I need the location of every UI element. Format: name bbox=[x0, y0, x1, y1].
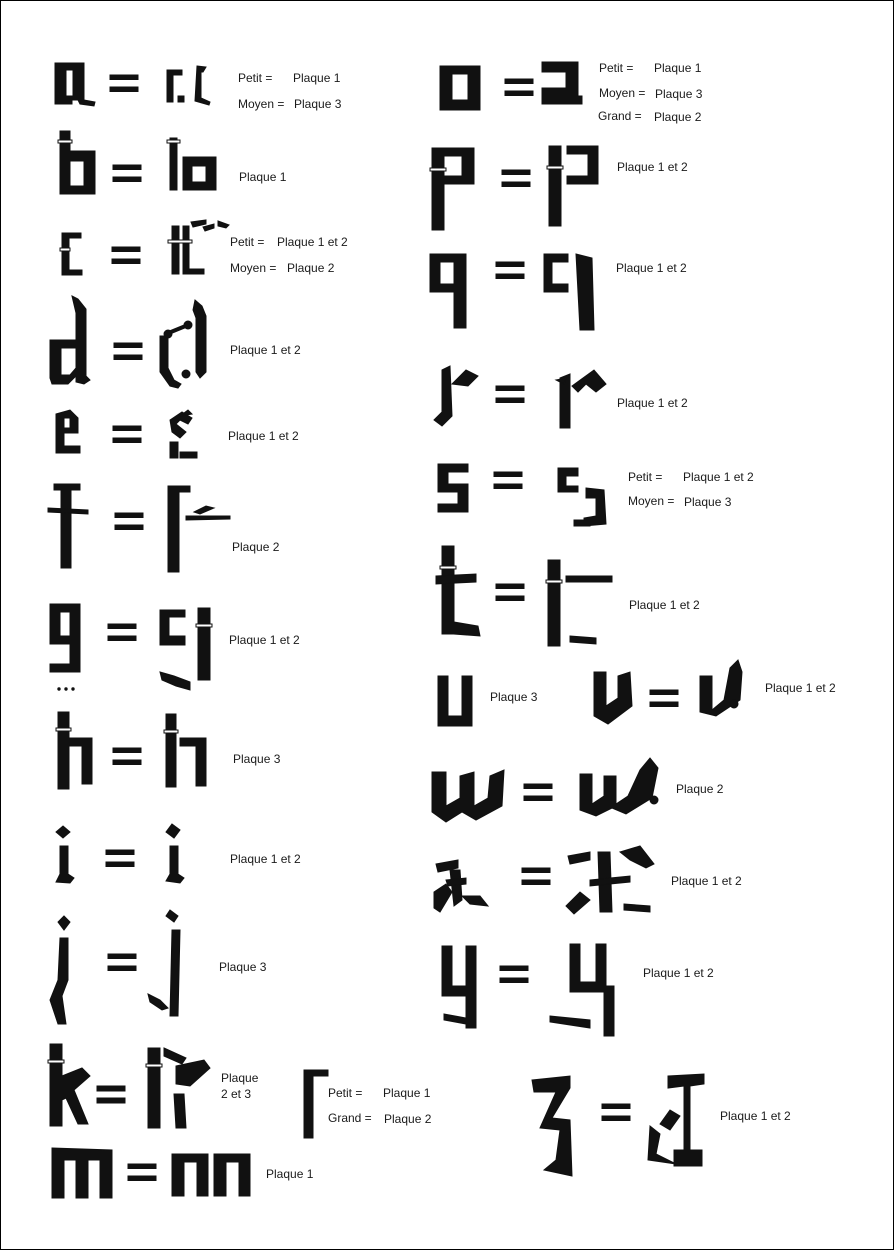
letter-y-source-glyph bbox=[442, 946, 476, 1028]
note-h-value: Plaque 3 bbox=[233, 752, 281, 766]
equals-sign bbox=[650, 690, 678, 707]
glyph-pair-x bbox=[434, 846, 654, 914]
equals-sign bbox=[522, 868, 550, 885]
letter-k-source-glyph bbox=[48, 1044, 90, 1126]
equals-sign bbox=[108, 954, 136, 971]
note-r-value: Plaque 1 et 2 bbox=[617, 396, 688, 410]
letter-e-source-glyph bbox=[56, 410, 80, 453]
glyph-pair-b bbox=[58, 131, 216, 194]
note-o-value-2: Plaque 3 bbox=[655, 87, 703, 101]
equals-sign bbox=[114, 343, 142, 360]
letter-z-stencil-glyph bbox=[648, 1074, 704, 1166]
glyph-pair-i bbox=[56, 824, 184, 883]
note-x-value: Plaque 1 et 2 bbox=[671, 874, 742, 888]
glyph-pair-y bbox=[442, 944, 614, 1036]
equals-sign bbox=[115, 513, 143, 530]
letter-m-source-glyph bbox=[52, 1148, 112, 1198]
note-v-value: Plaque 1 et 2 bbox=[765, 681, 836, 695]
glyph-pair-c bbox=[60, 220, 229, 275]
letter-b-stencil-glyph bbox=[167, 138, 216, 190]
glyph-pair-o bbox=[440, 62, 582, 110]
note-c-value-1: Plaque 1 et 2 bbox=[277, 235, 348, 249]
equals-sign bbox=[494, 472, 522, 489]
glyph-pair-e bbox=[56, 410, 197, 458]
glyph-pair-p bbox=[430, 146, 598, 230]
note-l-value-2: Plaque 2 bbox=[384, 1112, 432, 1126]
letter-w-source-glyph bbox=[432, 770, 504, 822]
note-a-label-2: Moyen = bbox=[238, 97, 285, 111]
glyph-pair-g bbox=[50, 604, 212, 690]
letter-x-stencil-glyph bbox=[566, 846, 654, 914]
letter-c-source-glyph bbox=[60, 233, 82, 275]
letter-z-source-glyph bbox=[532, 1076, 572, 1176]
letter-b-source-glyph bbox=[58, 131, 95, 194]
note-l-label-2: Grand = bbox=[328, 1111, 372, 1125]
letter-i-stencil-glyph bbox=[166, 824, 184, 883]
glyph-pair-z bbox=[532, 1074, 704, 1176]
note-e-value: Plaque 1 et 2 bbox=[228, 429, 299, 443]
letter-w-stencil-glyph bbox=[580, 758, 658, 816]
equals-sign bbox=[496, 262, 524, 279]
note-g-value: Plaque 1 et 2 bbox=[229, 633, 300, 647]
note-f-value: Plaque 2 bbox=[232, 540, 280, 554]
equals-sign bbox=[110, 75, 138, 92]
note-o-label-1: Petit = bbox=[599, 61, 634, 75]
equals-sign bbox=[496, 386, 524, 403]
letter-c-stencil-glyph bbox=[168, 220, 229, 274]
note-o-label-2: Moyen = bbox=[599, 86, 646, 100]
letter-v-stencil-glyph bbox=[700, 660, 742, 716]
note-a-value-2: Plaque 3 bbox=[294, 97, 342, 111]
glyph-pair-r bbox=[434, 366, 606, 428]
letter-o-stencil-glyph bbox=[542, 62, 582, 104]
note-q-value: Plaque 1 et 2 bbox=[616, 261, 687, 275]
note-k-value-line1: Plaque bbox=[221, 1071, 259, 1085]
equals-sign bbox=[128, 1164, 156, 1181]
letter-y-stencil-glyph bbox=[550, 944, 614, 1036]
letter-m-stencil-glyph bbox=[172, 1154, 250, 1196]
letter-t-source-glyph bbox=[436, 546, 480, 636]
letter-f-stencil-glyph bbox=[168, 486, 230, 572]
note-c-label-2: Moyen = bbox=[230, 261, 277, 275]
glyph-pair-v bbox=[594, 660, 742, 724]
note-d-value: Plaque 1 et 2 bbox=[230, 343, 301, 357]
glyph-pair-a bbox=[55, 63, 210, 106]
letter-a-stencil-glyph bbox=[167, 66, 210, 105]
letter-j-source-glyph bbox=[50, 916, 70, 1024]
equals-sign bbox=[500, 966, 528, 983]
glyph-pair-m bbox=[52, 1148, 250, 1198]
glyph-pair-w bbox=[432, 758, 658, 822]
letter-s-source-glyph bbox=[438, 464, 468, 512]
note-o-value-3: Plaque 2 bbox=[654, 110, 702, 124]
equals-sign bbox=[505, 79, 533, 96]
note-t-value: Plaque 1 et 2 bbox=[629, 598, 700, 612]
glyph-l-stencil bbox=[304, 1070, 328, 1138]
letter-d-stencil-glyph bbox=[160, 300, 206, 388]
letter-h-stencil-glyph bbox=[164, 714, 206, 787]
note-z-value: Plaque 1 et 2 bbox=[720, 1109, 791, 1123]
note-m-value: Plaque 1 bbox=[266, 1167, 314, 1181]
letter-o-source-glyph bbox=[440, 66, 480, 110]
letter-a-source-glyph bbox=[55, 63, 95, 106]
letter-j-stencil-glyph bbox=[148, 910, 180, 1016]
note-o-label-3: Grand = bbox=[598, 109, 642, 123]
note-y-value: Plaque 1 et 2 bbox=[643, 966, 714, 980]
glyph-pair-q bbox=[430, 254, 594, 330]
glyph-pair-s bbox=[438, 464, 606, 526]
letter-e-stencil-glyph bbox=[170, 410, 197, 458]
equals-sign bbox=[113, 426, 141, 443]
note-b-value: Plaque 1 bbox=[239, 170, 287, 184]
note-w-value: Plaque 2 bbox=[676, 782, 724, 796]
glyph-pair-f bbox=[48, 484, 230, 572]
note-s-value-1: Plaque 1 et 2 bbox=[683, 470, 754, 484]
note-s-label-2: Moyen = bbox=[628, 494, 675, 508]
letter-h-source-glyph bbox=[56, 712, 92, 789]
glyph-pair-j bbox=[50, 910, 180, 1024]
equals-sign bbox=[106, 850, 134, 867]
note-p-value: Plaque 1 et 2 bbox=[617, 160, 688, 174]
note-j-value: Plaque 3 bbox=[219, 960, 267, 974]
equals-sign bbox=[524, 784, 552, 801]
glyph-pair-d bbox=[50, 296, 206, 388]
glyph-pair-k bbox=[48, 1044, 210, 1128]
letter-x-source-glyph bbox=[434, 860, 488, 912]
note-k-value-line2: 2 et 3 bbox=[221, 1087, 252, 1101]
letter-k-stencil-glyph bbox=[146, 1048, 210, 1128]
letter-g-stencil-glyph bbox=[160, 608, 212, 690]
note-l-value-1: Plaque 1 bbox=[383, 1086, 431, 1100]
letter-q-source-glyph bbox=[430, 254, 466, 328]
note-o-value-1: Plaque 1 bbox=[654, 61, 702, 75]
letter-v-source-glyph bbox=[594, 672, 632, 724]
letter-p-stencil-glyph bbox=[547, 146, 598, 226]
glyph-u-stencil bbox=[438, 676, 472, 726]
equals-sign bbox=[108, 624, 136, 641]
equals-sign bbox=[496, 584, 524, 601]
note-l-label-1: Petit = bbox=[328, 1086, 363, 1100]
equals-sign bbox=[112, 247, 140, 264]
equals-sign bbox=[502, 170, 530, 187]
note-u-value: Plaque 3 bbox=[490, 690, 538, 704]
glyph-pair-t bbox=[436, 546, 612, 646]
letter-p-source-glyph bbox=[430, 148, 474, 230]
note-i-value: Plaque 1 et 2 bbox=[230, 852, 301, 866]
note-a-label-1: Petit = bbox=[238, 71, 273, 85]
letter-r-source-glyph bbox=[434, 366, 478, 426]
letter-g-source-glyph bbox=[50, 604, 80, 690]
equals-sign bbox=[113, 748, 141, 765]
letter-d-source-glyph bbox=[50, 296, 90, 384]
note-s-label-1: Petit = bbox=[628, 470, 663, 484]
note-a-value-1: Plaque 1 bbox=[293, 71, 341, 85]
equals-sign bbox=[602, 1104, 630, 1121]
letter-f-source-glyph bbox=[48, 484, 88, 568]
note-c-label-1: Petit = bbox=[230, 235, 265, 249]
glyph-pair-h bbox=[56, 712, 206, 789]
equals-sign bbox=[113, 165, 141, 182]
note-s-value-2: Plaque 3 bbox=[684, 495, 732, 509]
letter-s-stencil-glyph bbox=[558, 468, 606, 526]
letter-t-stencil-glyph bbox=[546, 560, 612, 646]
letter-i-source-glyph bbox=[56, 826, 74, 883]
note-c-value-2: Plaque 2 bbox=[287, 261, 335, 275]
letter-r-stencil-glyph bbox=[556, 370, 606, 428]
letter-q-stencil-glyph bbox=[544, 254, 594, 330]
